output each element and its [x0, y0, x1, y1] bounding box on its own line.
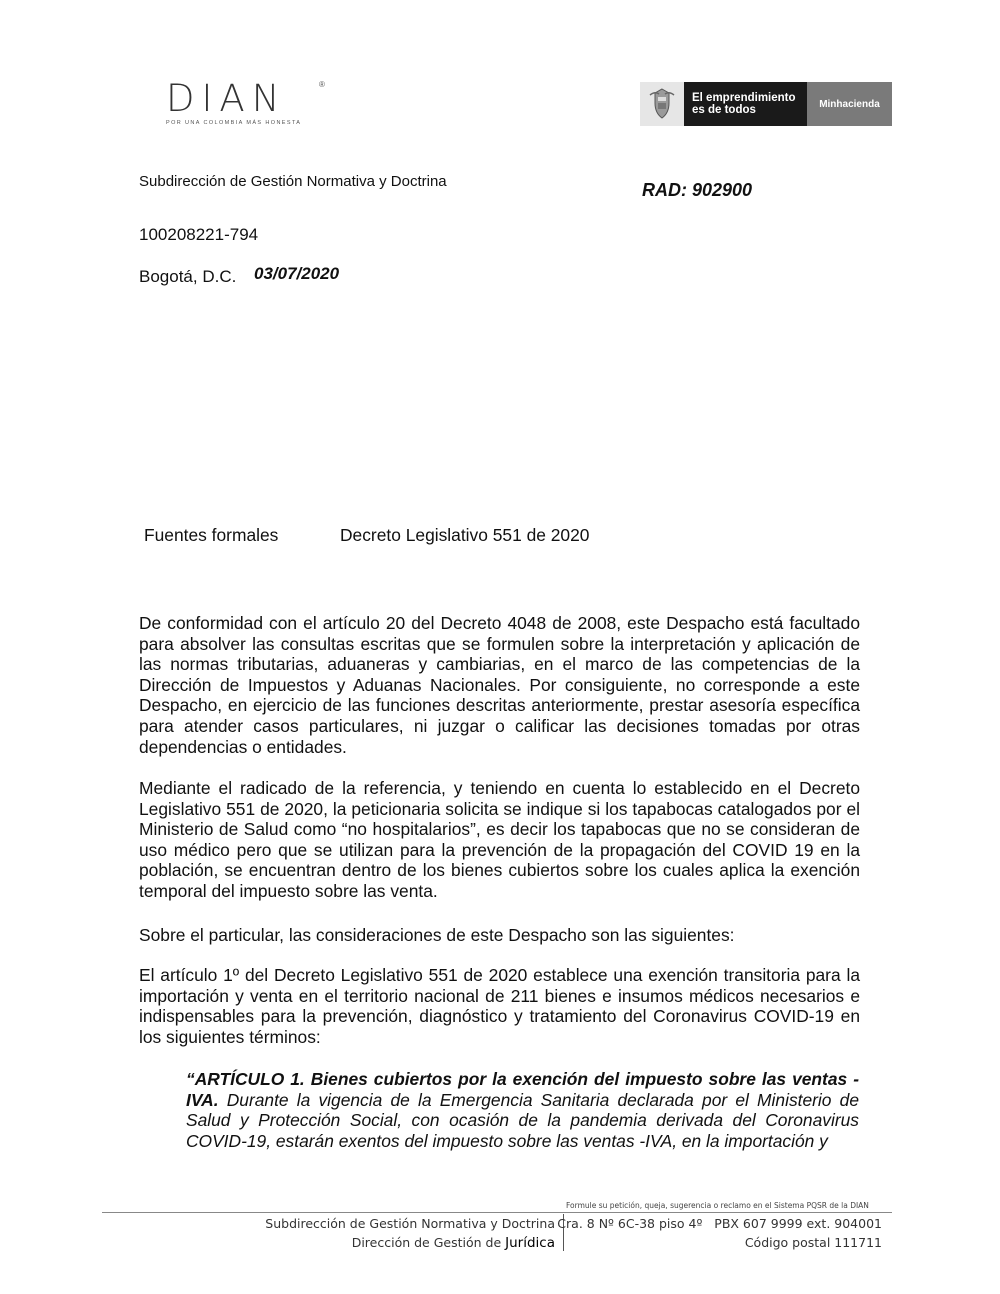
sources-label: Fuentes formales: [144, 525, 279, 545]
article-quote-title: “ARTÍCULO 1. Bienes cubiertos por la exención del impuesto sobre las ventas -IVA.: [186, 1069, 859, 1110]
footer-divider: [102, 1212, 892, 1213]
banner-slogan-line2: es de todos: [692, 104, 756, 116]
paragraph-4: El artículo 1º del Decreto Legislativo 551 de 2020 establece una exención transitoria para la importación y venta en el territorio nacional de 211 bienes e insumos médicos necesarios e indispensables para la prevención, diagnóstico y tratamiento del Coronavirus COVID-19 en los siguientes términos:: [139, 965, 860, 1047]
banner-ministry: Minhacienda: [807, 82, 892, 126]
footer-office-line2-prefix: Dirección de Gestión de: [351, 1235, 502, 1250]
banner-slogan: [684, 82, 807, 126]
footer-address: Cra. 8 Nº 6C-38 piso 4º PBX 607 9999 ext. 904001: [557, 1216, 882, 1231]
article-quote: [186, 1069, 859, 1151]
city: Bogotá, D.C.: [139, 267, 237, 286]
paragraph-2: Mediante el radicado de la referencia, y teniendo en cuenta lo establecido en el Decreto Legislativo 551 de 2020, la peticionaria solicita se indique si los tapabocas catalogados por el Ministerio de Salud como “no hospitalarios”, es decir los tapabocas que no se consideran de uso médico pero que se utilizan para la prevención de la propagación del COVID 19 en la población, se encuentran dentro de los bienes cubiertos sobre los cuales aplica la exención temporal del impuesto sobre las venta.: [139, 778, 860, 901]
footer-office-line2: [352, 1235, 555, 1251]
article-quote-text: Durante la vigencia de la Emergencia Sanitaria declarada por el Ministerio de Salud y Protección Social, con ocasión de la pandemia derivada del Coronavirus COVID-19, estarán exentos del impuesto sobre las ventas -IVA, en la importación y: [186, 1089, 859, 1151]
rad-number: RAD: 902900: [642, 180, 753, 200]
footer-office-line1: Subdirección de Gestión Normativa y Doctrina: [265, 1216, 555, 1231]
dian-logo-tagline: POR UNA COLOMBIA MÁS HONESTA: [166, 120, 302, 126]
paragraph-3: Sobre el particular, las consideraciones de este Despacho son las siguientes:: [139, 925, 735, 945]
footer-postal-code: Código postal 111711: [744, 1235, 882, 1250]
document-date: 03/07/2020: [254, 264, 340, 283]
office-name: Subdirección de Gestión Normativa y Doctrina: [139, 173, 447, 190]
dian-logo: [166, 77, 326, 128]
footer-office-line2-suffix: Jurídica: [505, 1235, 555, 1251]
footer-pqsr-note: Formule su petición, queja, sugerencia o reclamo en el Sistema PQSR de la DIAN: [566, 1201, 869, 1210]
paragraph-1: De conformidad con el artículo 20 del Decreto 4048 de 2008, este Despacho está facultado para absolver las consultas escritas que se formulen sobre la interpretación y aplicación de las normas tributarias, aduaneras y cambiarias, en el marco de las competencias de la Dirección de Impuestos y Aduanas Nacionales. Por consiguiente, no corresponde a este Despacho, en ejercicio de las funciones descritas anteriormente, prestar asesoría específica para atender casos particulares, ni juzgar o calificar las decisiones tomadas por otras dependencias o entidades.: [139, 613, 860, 757]
ministry-banner: [640, 82, 892, 126]
registered-mark: ®: [319, 80, 325, 89]
sources-value: Decreto Legislativo 551 de 2020: [340, 525, 590, 545]
dian-logo-word: DIAN: [166, 77, 287, 120]
reference-number: 100208221-794: [139, 225, 259, 244]
banner-slogan-line1: El emprendimiento: [692, 92, 796, 104]
colombia-seal-icon: [640, 82, 684, 126]
